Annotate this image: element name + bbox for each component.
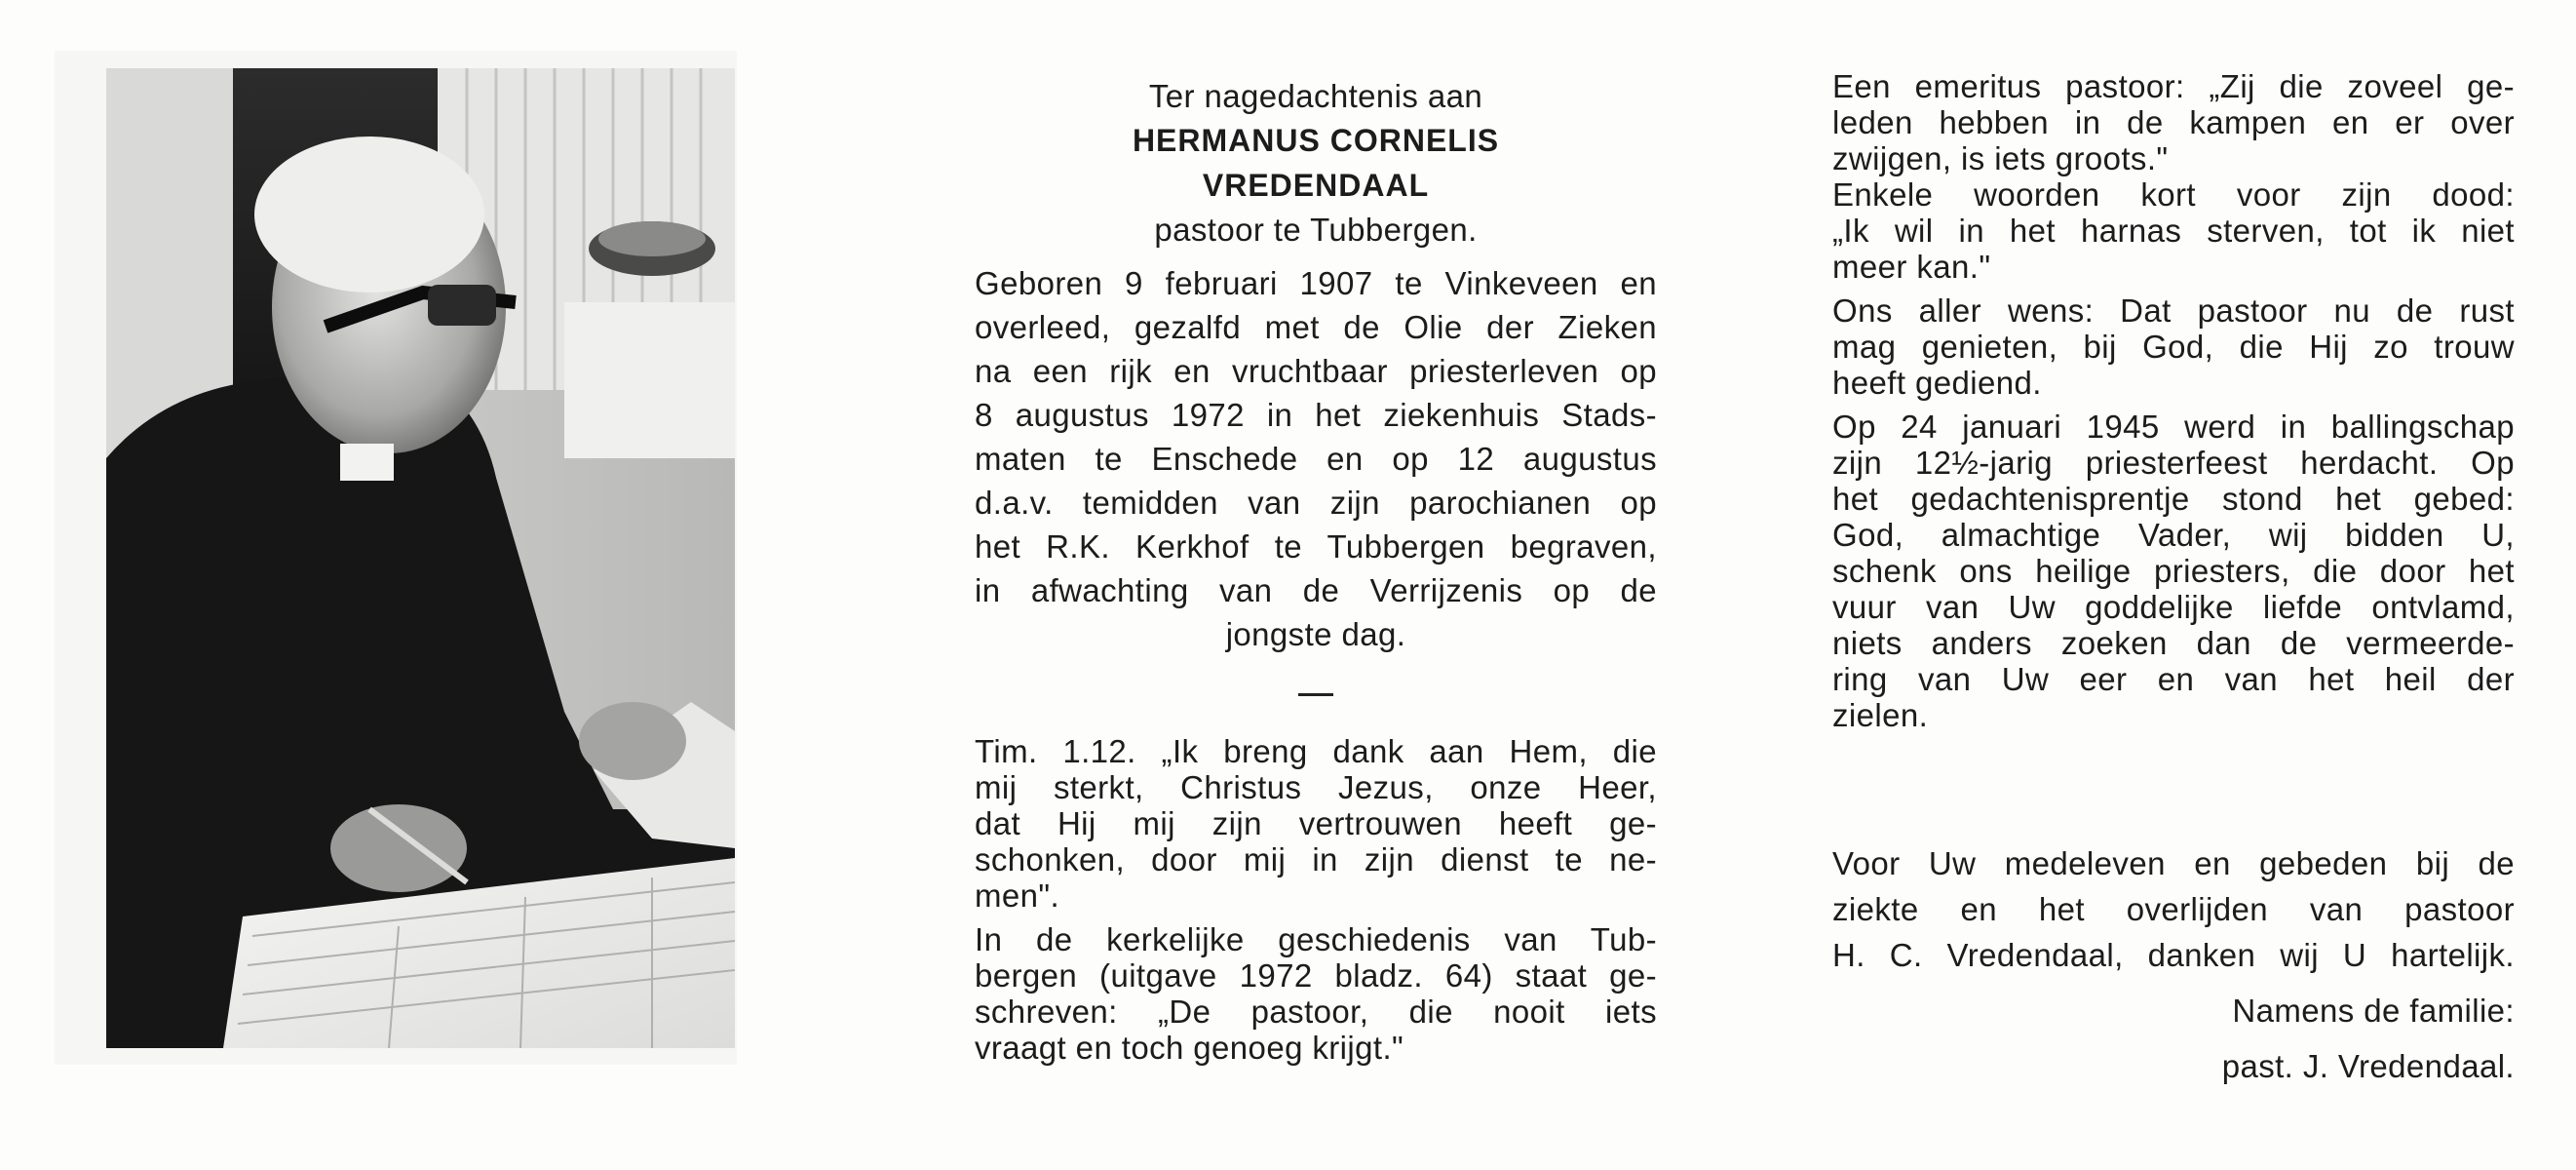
feast-line: vuur van Uw goddelijke liefde ontvlamd, bbox=[1832, 589, 2515, 625]
verse-line: Tim. 1.12. „Ik breng dank aan Hem, die bbox=[975, 733, 1657, 769]
quote-line: „Ik wil in het harnas sterven, tot ik niet bbox=[1832, 213, 2515, 249]
bio-line: d.a.v. temidden van zijn parochianen op bbox=[975, 485, 1657, 521]
verse-line: schonken, door mij in zijn dienst te ne- bbox=[975, 841, 1657, 878]
bio-line: in afwachting van de Verrijzenis op de bbox=[975, 572, 1657, 608]
bio-line: overleed, gezalfd met de Olie der Zieken bbox=[975, 309, 1657, 345]
thanks-block bbox=[1832, 840, 2515, 1089]
signature-line-1: Namens de familie: bbox=[2232, 993, 2515, 1029]
quote-line: Een emeritus pastoor: „Zij die zoveel ge- bbox=[1832, 68, 2515, 104]
quote-line: Enkele woorden kort voor zijn dood: bbox=[1832, 176, 2515, 213]
signature-line-2: past. J. Vredendaal. bbox=[2221, 1048, 2515, 1084]
quote-line: meer kan." bbox=[1832, 249, 1991, 285]
history-line: In de kerkelijke geschiedenis van Tub- bbox=[975, 921, 1657, 957]
wish-line: Ons aller wens: Dat pastoor nu de rust bbox=[1832, 292, 2515, 329]
emeritus-quote bbox=[1832, 68, 2515, 176]
history-line: bergen (uitgave 1972 bladz. 64) staat ge- bbox=[975, 957, 1657, 994]
intro-line: Ter nagedachtenis aan bbox=[1148, 78, 1483, 114]
feast-line: zijn 12½-jarig priesterfeest herdacht. Op bbox=[1832, 445, 2515, 481]
history-line: vraagt en toch genoeg krijgt." bbox=[975, 1030, 1404, 1066]
last-words-quote bbox=[1832, 176, 2515, 285]
thanks-line: Voor Uw medeleven en gebeden bij de bbox=[1832, 845, 2515, 881]
feast-line: ring van Uw eer en van het heil der bbox=[1832, 661, 2515, 697]
wish-paragraph bbox=[1832, 292, 2515, 401]
bible-verse bbox=[975, 733, 1657, 914]
feast-line: niets anders zoeken dan de vermeerde- bbox=[1832, 625, 2515, 661]
quote-line: leden hebben in de kampen en er over bbox=[1832, 104, 2515, 140]
portrait-photo-icon bbox=[106, 68, 735, 1048]
quote-line: zwijgen, is iets groots." bbox=[1832, 140, 2169, 176]
feast-line: het gedachtenisprentje stond het gebed: bbox=[1832, 481, 2515, 517]
wish-line: heeft gediend. bbox=[1832, 365, 2042, 401]
feast-line: Op 24 januari 1945 werd in ballingschap bbox=[1832, 409, 2515, 445]
church-history-quote bbox=[975, 921, 1657, 1066]
bio-line: maten te Enschede en op 12 augustus bbox=[975, 441, 1657, 477]
bio-line: 8 augustus 1972 in het ziekenhuis Stads- bbox=[975, 397, 1657, 433]
verse-line: men". bbox=[975, 878, 1060, 914]
middle-column bbox=[975, 74, 1657, 1066]
role-line: pastoor te Tubbergen. bbox=[1154, 212, 1478, 248]
separator-dash bbox=[1298, 693, 1333, 696]
thanks-line: H. C. Vredendaal, danken wij U hartelijk. bbox=[1832, 937, 2515, 973]
bio-line: Geboren 9 februari 1907 te Vinkeveen en bbox=[975, 265, 1657, 301]
history-line: schreven: „De pastoor, die nooit iets bbox=[975, 994, 1657, 1030]
bio-line: het R.K. Kerkhof te Tubbergen begraven, bbox=[975, 528, 1657, 565]
bio-line: na een rijk en vruchtbaar priesterleven op bbox=[975, 353, 1657, 389]
deceased-name-line-2: VREDENDAAL bbox=[1202, 168, 1430, 203]
deceased-name-line-1: HERMANUS CORNELIS bbox=[1132, 123, 1500, 158]
biography bbox=[975, 261, 1657, 656]
priest-feast-paragraph bbox=[1832, 409, 2515, 733]
verse-line: mij sterkt, Christus Jezus, onze Heer, bbox=[975, 769, 1657, 805]
feast-line: schenk ons heilige priesters, die door het bbox=[1832, 553, 2515, 589]
portrait-photo bbox=[106, 68, 735, 1048]
thanks-line: ziekte en het overlijden van pastoor bbox=[1832, 891, 2515, 927]
wish-line: mag genieten, bij God, die Hij zo trouw bbox=[1832, 329, 2515, 365]
right-column bbox=[1832, 68, 2515, 733]
feast-line: God, almachtige Vader, wij bidden U, bbox=[1832, 517, 2515, 553]
bio-line: jongste dag. bbox=[1225, 616, 1406, 652]
feast-line: zielen. bbox=[1832, 697, 1929, 733]
verse-line: dat Hij mij zijn vertrouwen heeft ge- bbox=[975, 805, 1657, 841]
